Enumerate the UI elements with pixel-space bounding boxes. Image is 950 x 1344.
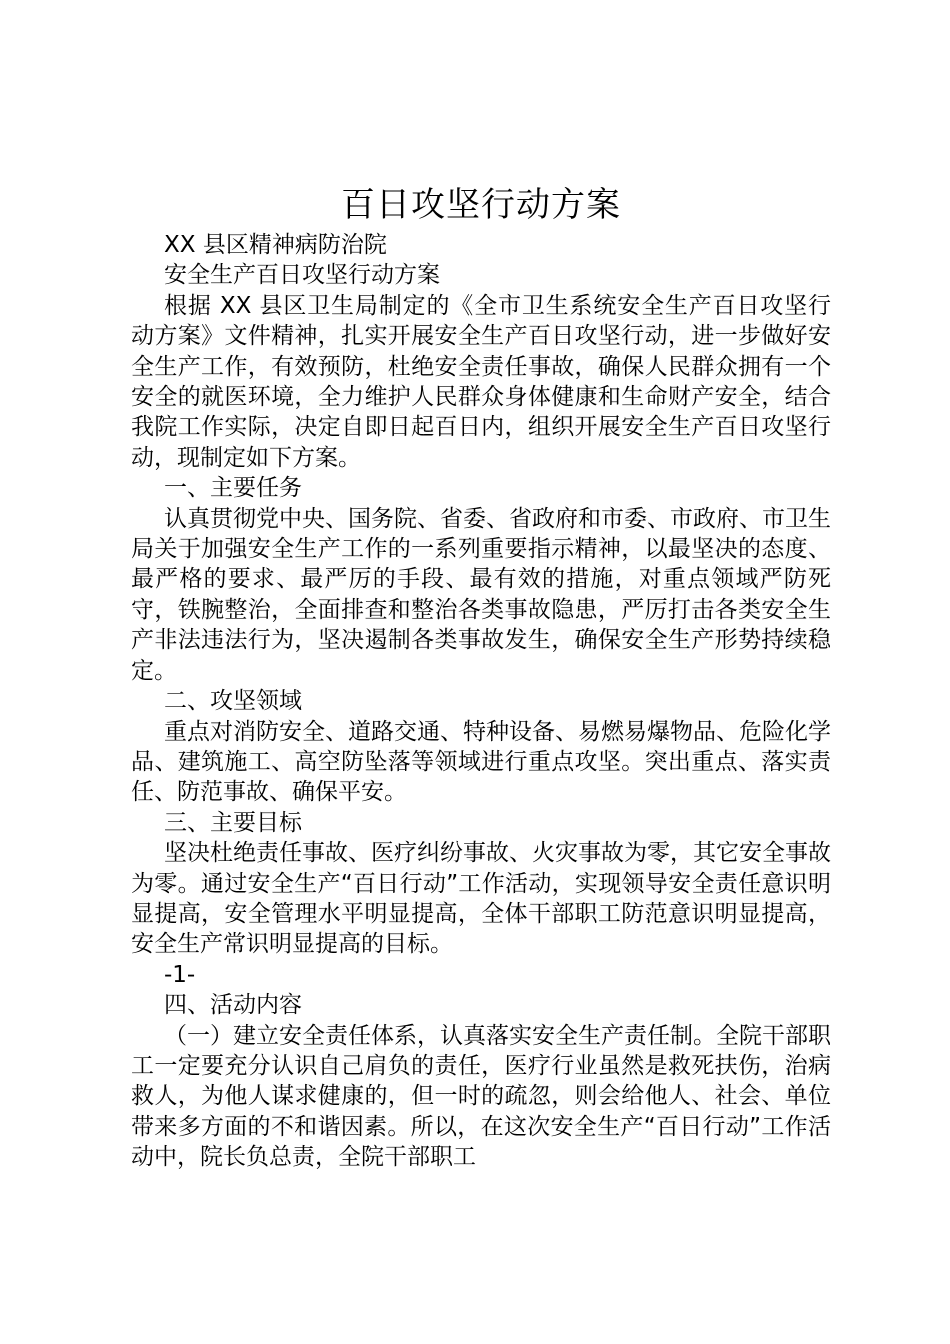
main-goals-paragraph: 坚决杜绝责任事故、医疗纠纷事故、火灾事故为零，其它安全事故为零。通过安全生产“百日行动”工作活动，实现领导安全责任意识明显提高，安全管理水平明显提高，全体干部职工防范意识明显提高，安全生产常识明显提高的目标。 [131,840,831,958]
section-heading-main-tasks: 一、主要任务 [164,475,302,502]
intro-paragraph: 根据 XX 县区卫生局制定的《全市卫生系统安全生产百日攻坚行动方案》文件精神，扎实开展安全生产百日攻坚行动，进一步做好安全生产工作，有效预防，杜绝安全责任事故，确保人民群众拥有一个安全的就医环境，全力维护人民群众身体健康和生命财产安全，结合我院工作实际，决定自即日起百日内，组织开展安全生产百日攻坚行动，现制定如下方案。 [131,292,831,471]
document-title: 百日攻坚行动方案 [341,185,621,225]
plan-subtitle: 安全生产百日攻坚行动方案 [164,262,440,289]
page-number: -1- [164,961,196,988]
document-body [131,230,831,1173]
organization-name: XX 县区精神病防治院 [164,232,387,258]
section-heading-activities: 四、活动内容 [164,992,302,1019]
section-heading-key-areas: 二、攻坚领域 [164,688,302,715]
activities-paragraph: （一）建立安全责任体系，认真落实安全生产责任制。全院干部职工一定要充分认识自己肩负的责任，医疗行业虽然是救死扶伤，治病救人，为他人谋求健康的，但一时的疏忽，则会给他人、社会、单位带来多方面的不和谐因素。所以，在这次安全生产“百日行动”工作活动中，院长负总责，全院干部职工 [131,1022,831,1171]
main-tasks-paragraph: 认真贯彻党中央、国务院、省委、省政府和市委、市政府、市卫生局关于加强安全生产工作的一系列重要指示精神，以最坚决的态度、最严格的要求、最严厉的手段、最有效的措施，对重点领域严防死守，铁腕整治，全面排查和整治各类事故隐患，严厉打击各类安全生产非法违法行为，坚决遏制各类事故发生，确保安全生产形势持续稳定。 [131,505,831,684]
section-heading-main-goals: 三、主要目标 [164,809,302,836]
key-areas-paragraph: 重点对消防安全、道路交通、特种设备、易燃易爆物品、危险化学品、建筑施工、高空防坠落等领域进行重点攻坚。突出重点、落实责任、防范事故、确保平安。 [131,718,831,806]
